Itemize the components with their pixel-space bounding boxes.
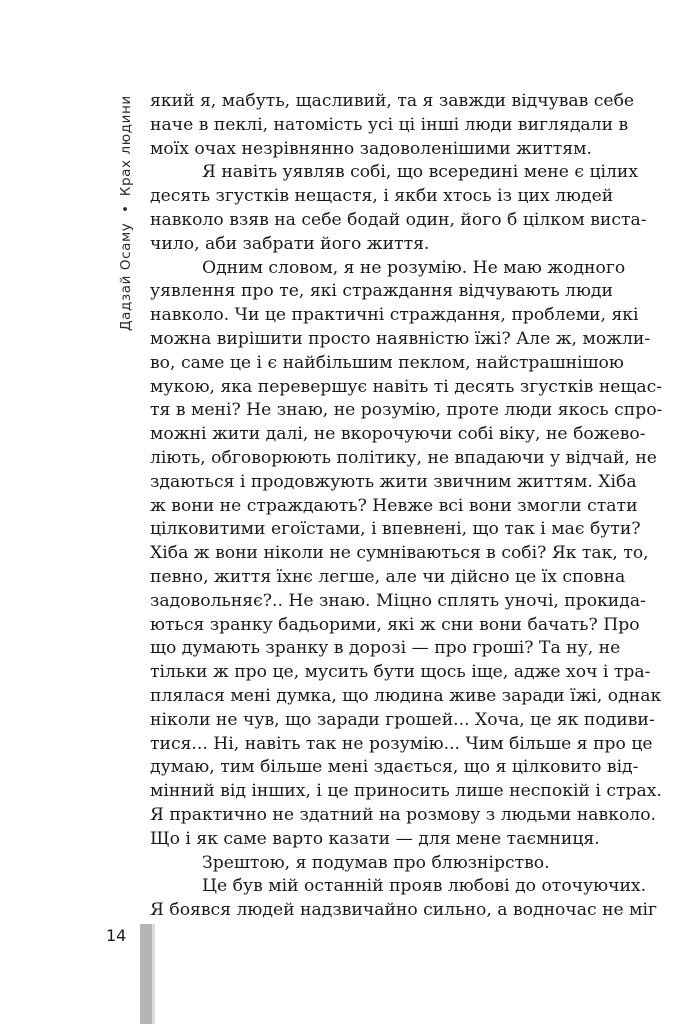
text-line: во, саме це і є найбільшим пеклом, найстрашнішою bbox=[150, 352, 624, 373]
text-line: можні жити далі, не вкорочуючи собі віку, не божево- bbox=[150, 424, 646, 445]
text-line: певно, життя їхнє легше, але чи дійсно це їх сповна bbox=[150, 566, 626, 587]
text-line: який я, мабуть, щасливий, та я завжди відчував себе bbox=[150, 91, 635, 111]
text-line: десять згустків нещастя, і якби хтось із цих людей bbox=[150, 186, 614, 207]
text-line: ніколи не чув, що заради грошей... Хоча, це як подиви- bbox=[150, 709, 655, 730]
page-edge-bar bbox=[140, 924, 152, 1024]
text-line: мукою, яка перевершує навіть ті десять згустків нещас- bbox=[150, 376, 663, 397]
text-line: Я боявся людей надзвичайно сильно, а водночас не міг bbox=[150, 900, 658, 921]
page-number: 14 bbox=[106, 926, 127, 945]
text-line: ліють, обговорюють політику, не впадаючи у відчай, не bbox=[150, 447, 657, 468]
running-header-author: Дадзай Осаму bbox=[118, 222, 134, 331]
text-line: плялася мені думка, що людина живе заради їжі, однак bbox=[150, 685, 662, 706]
text-line: Я навіть уявляв собі, що всередині мене є цілих bbox=[202, 162, 639, 183]
text-line: Що і як саме варто казати — для мене таємниця. bbox=[150, 828, 600, 849]
text-line: Одним словом, я не розумію. Не маю жодного bbox=[202, 257, 626, 278]
text-line: тільки ж про це, мусить бути щось іще, адже хоч і тра- bbox=[150, 662, 651, 683]
text-line: ються зранку бадьорими, які ж сни вони бачать? Про bbox=[150, 614, 640, 635]
text-line: що думають зранку в дорозі — про гроші? Та ну, не bbox=[150, 638, 621, 659]
running-header-separator: • bbox=[118, 204, 134, 214]
text-line: навколо взяв на себе бодай один, його б цілком вистa- bbox=[150, 209, 647, 230]
text-line: тя в мені? Не знаю, не розумію, проте люди якось спро- bbox=[150, 400, 663, 421]
text-line: навколо. Чи це практичні страждання, проблеми, які bbox=[150, 305, 639, 326]
text-line: ж вони не страждають? Невже всі вони змогли стати bbox=[150, 495, 638, 516]
text-line: задовольняє?.. Не знаю. Міцно сплять уночі, прокида- bbox=[150, 590, 646, 611]
text-line: цілковитими егоїстами, і впевнені, що так і має бути? bbox=[150, 519, 641, 540]
text-line: уявлення про те, які страждання відчувають люди bbox=[150, 281, 613, 302]
text-line: Це був мій останній прояв любові до оточуючих. bbox=[202, 876, 647, 897]
text-line: можна вирішити просто наявністю їжі? Але ж, можли- bbox=[150, 328, 651, 349]
body-text bbox=[150, 90, 663, 923]
text-line: чило, аби забрати його життя. bbox=[150, 233, 430, 254]
text-line: моїх очах незрівнянно задоволенішими життям. bbox=[150, 138, 592, 159]
text-line: Хіба ж вони ніколи не сумніваються в собі? Як так, то, bbox=[150, 543, 649, 564]
text-line: Я практично не здатний на розмову з людьми навколо. bbox=[150, 804, 657, 825]
text-line: тися... Ні, навіть так не розумію... Чим більше я про це bbox=[150, 733, 653, 754]
running-header-title: Крах людини bbox=[118, 95, 134, 197]
text-line: наче в пеклі, натомість усі ці інші люди виглядали в bbox=[150, 114, 629, 135]
text-line: здаються і продовжують жити звичним життям. Хіба bbox=[150, 471, 637, 492]
text-line: Зрештою, я подумав про блюзнірство. bbox=[202, 852, 550, 873]
text-line: мінний від інших, і це приносить лише неспокій і страх. bbox=[150, 781, 662, 802]
text-line: думаю, тим більше мені здається, що я цілковито від- bbox=[150, 757, 639, 778]
running-header bbox=[118, 95, 134, 350]
